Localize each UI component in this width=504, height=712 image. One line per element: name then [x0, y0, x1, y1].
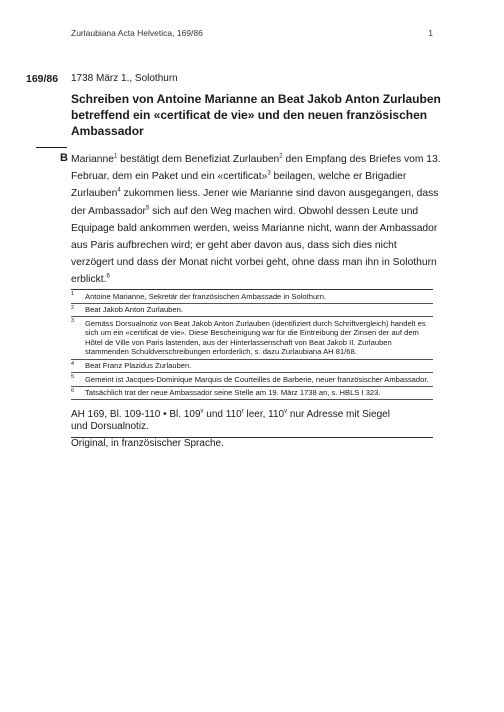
section-rule [36, 147, 67, 148]
source-line: Original, in französischer Sprache. [71, 437, 224, 449]
source-text: und 110 [203, 409, 242, 420]
footnote-text: Tatsächlich trat der neue Ambassador seine Stelle am 19. März 1738 an, s. HBLS I 323. [85, 388, 381, 398]
section-label: B [60, 152, 68, 164]
regest-segment: beilagen, welche er Brigadier Zurlauben [71, 171, 407, 200]
document-date-place: 1738 März 1., Solothurn [71, 73, 178, 84]
footnote-ref: 6 [106, 274, 110, 280]
source-text: nur Adresse mit Siegel [287, 409, 390, 420]
footnote-text: Beat Jakob Anton Zurlauben. [85, 305, 183, 315]
source-line: und Dorsualnotiz. [71, 421, 149, 433]
regest-segment: sich auf den Weg machen wird. Obwohl dessen Leute und Equipage bald ankommen werden, weiss Marianne nicht, wann der Ambassador aus Paris aufbrechen wird; er geht aber davon aus, dass sich dies nicht verzögert und dass der Monat nicht vorbei geht, ohne dass man ihn in Solothurn erblickt. [71, 205, 438, 286]
footnote [71, 373, 433, 387]
running-title: Zurlaubiana Acta Helvetica, 169/86 [71, 28, 203, 38]
footnote-mark: 3 [71, 318, 75, 325]
footnote-mark: 4 [71, 360, 75, 367]
footnotes-list [71, 289, 433, 400]
regest-segment: bestätigt dem Benefiziat Zurlauben [117, 154, 280, 165]
document-number: 169/86 [26, 73, 59, 85]
footnote-mark: 1 [71, 291, 75, 297]
footnote-ref: 4 [117, 187, 121, 194]
source-text: AH 169, Bl. 109-110 • Bl. 109 [71, 409, 201, 420]
running-header [71, 27, 433, 39]
source-text: leer, 110 [243, 409, 285, 420]
regest-text [71, 151, 441, 289]
source-sup: r [241, 408, 244, 415]
document-title: Schreiben von Antoine Marianne an Beat Jakob Anton Zurlauben betreffend ein «certificat de vie» und den neuen französischen Ambassador [71, 92, 441, 138]
page-number: 1 [428, 28, 433, 38]
footnote-ref: 3 [267, 170, 271, 177]
footnote [71, 387, 433, 401]
source-line [71, 409, 433, 421]
footnote-ref: 2 [279, 153, 283, 160]
footnote-text: Antoine Marianne, Sekretär der französischen Ambassade in Solothurn. [85, 291, 327, 301]
footnote [71, 317, 433, 359]
footnote-ref: 1 [113, 153, 118, 160]
regest-segment: den Empfang des Briefes vom 13. Februar, dem ein Paket und ein «certificat» [71, 154, 441, 183]
footnote [71, 304, 433, 318]
footnote-text: Gemeint ist Jacques-Dominique Marquis de Courteilles de Barberie, neuer französischer Ambassador. [85, 374, 429, 384]
regest-segment: zukommen liess. Jener wie Marianne sind davon ausgegangen, dass der Ambassador [71, 188, 439, 217]
source-note [71, 409, 433, 450]
footnote-text: Gemäss Dorsualnotiz von Beat Jakob Anton Zurlauben (identifiziert durch Schriftvergleich) handelt es sich um ein «certificat de vie». Diese Bescheinigung war für die Eintreibung der Zinsen der auf dem Hôtel de Ville von Paris lastenden, aus der Hinterlassenschaft von Beat Jakob II. Zurlauben stammenden Schuldverschreibungen erforderlich, s. dazu Zurlaubiana AH 81/68. [85, 318, 426, 357]
footnote-ref: 5 [145, 205, 150, 212]
source-sup: v [284, 408, 288, 415]
footnote [71, 360, 433, 374]
footnote-mark: 5 [71, 374, 75, 381]
footnote-mark: 6 [71, 387, 75, 394]
footnote-text: Beat Franz Plazidus Zurlauben. [85, 361, 192, 371]
regest-segment: Marianne [71, 154, 114, 165]
footnote-mark: 2 [71, 304, 75, 311]
footnote [71, 290, 433, 304]
source-sup: v [200, 408, 204, 415]
